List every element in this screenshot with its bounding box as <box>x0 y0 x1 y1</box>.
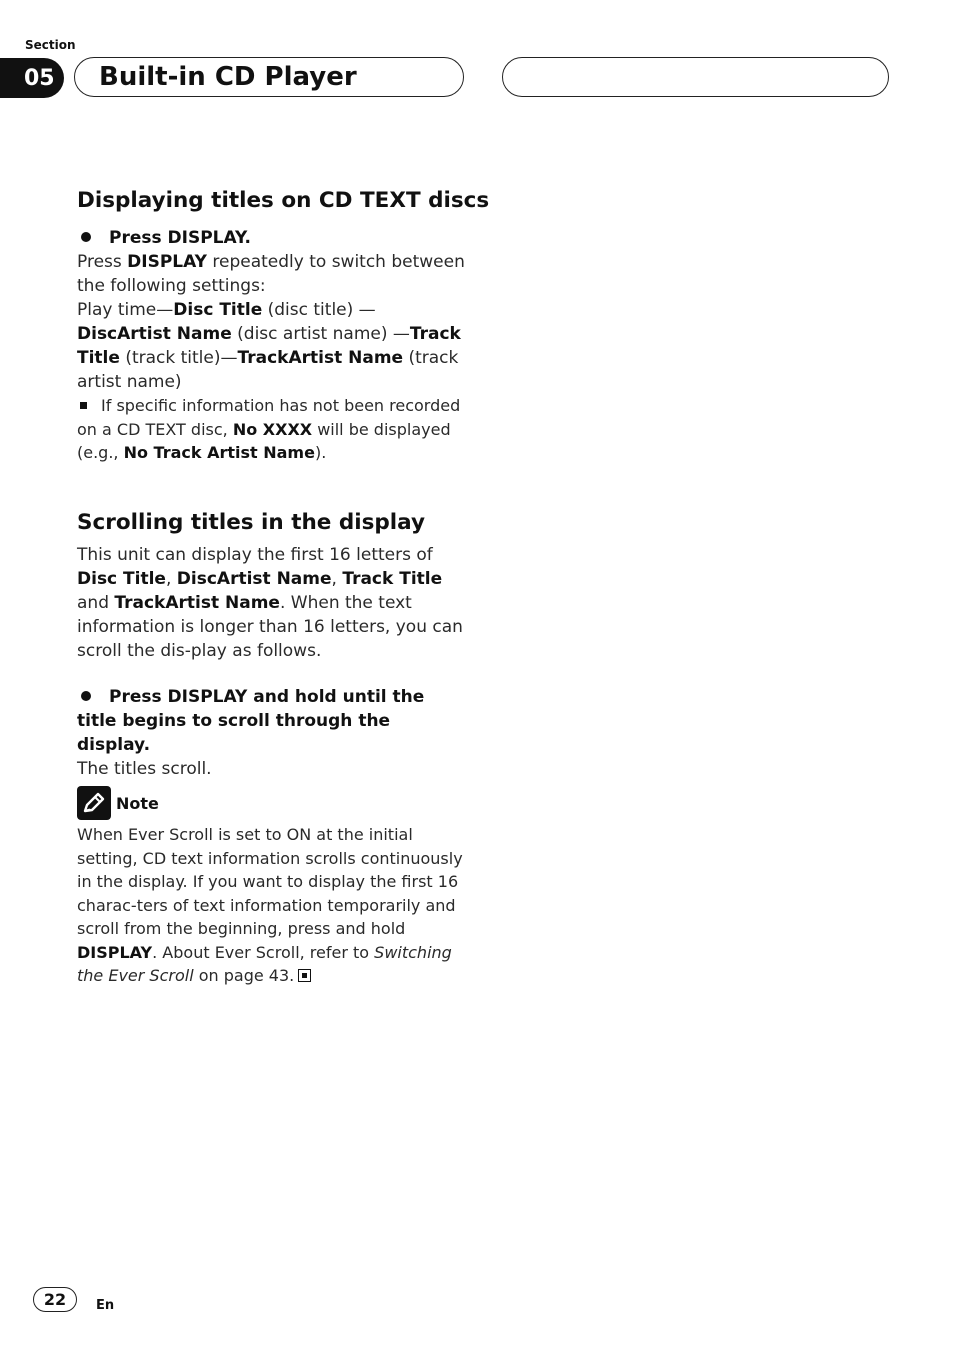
header-empty-box <box>502 57 889 97</box>
bullet-icon <box>81 232 91 242</box>
text-run: on page 43. <box>193 966 295 985</box>
text-run-bold: TrackArtist Name <box>237 348 404 368</box>
text-run: will be displayed (e.g., <box>77 419 451 462</box>
step-text: Press DISPLAY and hold until the title begins to scroll through the display. <box>77 687 425 755</box>
text-run-bold: DISPLAY <box>77 942 153 962</box>
square-bullet-icon <box>80 402 87 409</box>
paragraph-scroll-intro <box>77 543 467 663</box>
text-run: ). <box>314 443 327 462</box>
text-run-bold: DiscArtist Name <box>77 324 232 344</box>
text-run: (disc title) — <box>262 300 376 320</box>
text-run-bold: TrackArtist Name <box>114 593 280 613</box>
text-run: (track title)— <box>119 348 238 368</box>
result-text: The titles scroll. <box>77 759 212 779</box>
text-run-bold: DISPLAY <box>127 252 207 272</box>
language-code: En <box>96 1298 115 1313</box>
note-label: Note <box>116 793 159 813</box>
section-heading-scrolling: Scrolling titles in the display <box>77 510 426 535</box>
text-run-bold: No Track Artist Name <box>123 443 315 462</box>
text-run: This unit can display the first 16 letters of <box>77 545 433 565</box>
text-run-bold: Track Title <box>77 324 461 368</box>
step-text: Press DISPLAY. <box>109 228 251 248</box>
page-number: 22 <box>33 1287 77 1312</box>
note-block <box>77 786 467 988</box>
text-run: and <box>77 593 115 613</box>
text-run: , <box>165 569 177 589</box>
text-run: . About Ever Scroll, refer to <box>152 942 375 962</box>
text-run: , <box>331 569 343 589</box>
text-run-bold: DiscArtist Name <box>176 569 332 589</box>
text-run: . When the text information is longer than 16 letters, you can scroll the dis-play as follows. <box>77 593 463 661</box>
section2-body <box>77 543 467 781</box>
text-run: repeatedly to switch between the following settings: <box>77 252 465 296</box>
section-heading-cd-text: Displaying titles on CD TEXT discs <box>77 188 490 213</box>
bullet-icon <box>81 691 91 701</box>
note-text <box>77 823 467 988</box>
text-run: (disc artist name) — <box>231 324 410 344</box>
text-run: When Ever Scroll is set to ON at the initial setting, CD text information scrolls continuously in the display. If you want to display the first 16 charac-ters of text information temporarily and scroll from the beginning, press and hold <box>77 825 463 938</box>
section-number-tab: 05 <box>0 58 64 98</box>
paragraph-display-settings <box>77 250 467 298</box>
chapter-title: Built-in CD Player <box>74 57 464 97</box>
paragraph-setting-cycle <box>77 298 467 394</box>
section1-body <box>77 226 467 465</box>
step-press-display <box>77 226 467 250</box>
text-run: Press <box>77 252 128 272</box>
text-run-bold: Disc Title <box>77 569 166 589</box>
end-mark-icon <box>298 969 311 982</box>
tip-no-info <box>77 394 467 465</box>
pencil-icon <box>77 786 111 820</box>
text-run: Play time— <box>77 300 174 320</box>
text-run: If specific information has not been recorded on a CD TEXT disc, <box>77 396 461 439</box>
note-header <box>77 786 467 820</box>
cross-reference-link: Switching the Ever Scroll <box>77 942 452 985</box>
step-press-hold-display <box>77 685 467 757</box>
section-label: Section <box>25 38 76 52</box>
text-run: (track artist name) <box>77 348 459 392</box>
text-run-bold: Track Title <box>342 569 443 589</box>
text-run-bold: No XXXX <box>232 419 313 439</box>
text-run-bold: Disc Title <box>173 300 263 320</box>
